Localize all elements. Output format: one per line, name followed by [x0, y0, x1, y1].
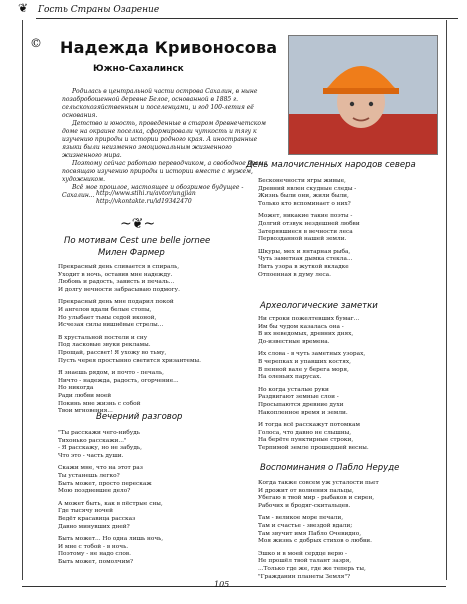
- poem-line: А может быть, как в пёстрые сны,: [58, 500, 163, 507]
- poem-line: Исчезая силы вишнёвые стрелы...: [58, 322, 164, 329]
- poem-line: Затерявшиеся в вечности леса: [258, 228, 353, 235]
- poem-line: Когда также совсем уж усталости пьет: [258, 480, 379, 486]
- poem-line: Быть может, помолчим?: [58, 558, 134, 565]
- poem-line: Что это - часть души.: [58, 452, 124, 459]
- poem-line: Раздвигают земные слои -: [258, 394, 339, 401]
- author-city: Южно-Сахалинск: [93, 64, 184, 74]
- poem-line: Твои мгновения...: [58, 408, 113, 415]
- poem-line: Просыпаются древние духи: [258, 401, 344, 408]
- footer-rule: [22, 586, 446, 587]
- poem-line: Прекрасный день мне подарил покой: [58, 299, 174, 306]
- poem-line: Ведёт красавица рассказ: [58, 515, 136, 522]
- poem-line: Накопленное время и земли.: [258, 409, 348, 416]
- copyright-mark: ©: [30, 36, 42, 50]
- poem-subtitle: Милен Фармер: [98, 248, 165, 258]
- poem-line: Скажи мне, что на этот раз: [58, 465, 143, 472]
- poem-line: Пусть черея простынно светится хризантемы.: [58, 357, 201, 364]
- poem-line: - Я расскажу, но не забудь,: [58, 445, 142, 452]
- poem-line: Шкуры, мех и янтарная рыба,: [258, 248, 351, 255]
- poem-line: "Ты расскажи чего-нибудь: [58, 430, 140, 436]
- poem-line: Может, никакие такие поэты -: [258, 213, 353, 220]
- poem-line: Прощай, рассвет! Я ухожу во тьму,: [58, 349, 167, 356]
- poem-body: [58, 264, 201, 416]
- poem-title: Археологические заметки: [260, 301, 378, 311]
- poem-line: Прекрасный день сливается в спираль,: [58, 264, 180, 270]
- poem-line: Терпимой земле прошедшей весны.: [258, 444, 369, 451]
- poem-line: И долгу вечности забрасываю подмогу.: [58, 286, 180, 293]
- poem-line: Ради любви моей: [58, 392, 112, 399]
- poem-title: День малочисленных народов севера: [246, 160, 416, 170]
- poem-line: "Гражданин планеты Земля"?: [258, 573, 351, 580]
- bio-paragraph: Родилась в центральной части острова Сахалин, в ныне позабробошенной деревне Белое, основанной в 1885 г. сельскохозяйственным и поселенцами, и год 100-летия её основания.: [62, 88, 258, 119]
- poem-line: Быть может... Но одна лишь ночь,: [58, 536, 164, 543]
- poem-line: Жизнь были они, жили были,: [258, 193, 349, 200]
- poem-line: В пенной вале у берега моря,: [258, 366, 349, 373]
- poem-line: Голоса, что давно не слышны,: [258, 429, 352, 436]
- poem-line: Любовь и радость, зависть и печаль...: [58, 279, 175, 286]
- poem-line: Мою поздневшее дело?: [58, 488, 131, 495]
- poem-line: На берёте пунктирные строки,: [258, 437, 354, 444]
- poem-line: На оленьих парусах.: [258, 374, 322, 381]
- poem-line: В черепках и упавших костях,: [258, 358, 351, 365]
- header-rule: [36, 18, 458, 19]
- poem-line: Но когда усталые руки: [258, 386, 329, 393]
- poem-body: [258, 480, 379, 581]
- poem-line: Ни строки пожелтевших бумаг...: [258, 316, 360, 322]
- bio-paragraph: Детство и юность, проведенные в старом древнечетском доме на окраине поселка, сформировали чуткость и тягу к изучению природы и истории родного края. А иностранные языки были неизменно эмоциональным жизненного жизненного мира.: [62, 120, 266, 159]
- poem-line: Я знаешь рядом, и почто - печаль,: [58, 370, 164, 377]
- author-name: Надежда Кривоносова: [60, 38, 278, 57]
- author-photo: [288, 35, 438, 155]
- poem-line: В их неведомых, древних днях,: [258, 331, 354, 338]
- poem-line: Их слова - в чуть заметных узорах,: [258, 351, 366, 358]
- poem-line: Под ласковые звуки рекламы.: [58, 342, 151, 349]
- poem-line: Бесконечности ягры живые,: [258, 178, 346, 184]
- poem-line: Долгий отзвук нездешней любви: [258, 220, 360, 227]
- poem-line: И ангелов вдали белые стопы,: [58, 306, 152, 313]
- poem-line: И тогда всё расскажут потомкам: [258, 422, 360, 429]
- poem-line: Не прошёл твой талант зазря,: [258, 558, 352, 565]
- poem-line: Эшко и в моей сердце верю -: [258, 550, 347, 557]
- poem-line: Моя жизнь с добрых стихов о любви.: [258, 538, 372, 545]
- poem-line: Но никогда: [58, 385, 94, 392]
- poem-line: Ты устанешь легко?: [58, 472, 120, 479]
- poem-line: Убегаю в твой мир - рыбаков и сирен,: [258, 495, 375, 502]
- author-photo-illustration: [289, 36, 437, 154]
- divider-ornament-icon: ~❦~: [120, 216, 156, 232]
- link-stihi[interactable]: http://www.stihi.ru/avtor/ungjian: [96, 190, 196, 197]
- poem-line: Чуть заметная дымка стекла...: [258, 256, 353, 263]
- poem-line: Там - великое море печали,: [258, 515, 344, 522]
- author-biography: [62, 88, 268, 200]
- poem-line: Ничто - надежда, радость, огорчение...: [58, 377, 179, 384]
- poem-line: ...Только где же, где же теперь ты,: [258, 565, 366, 572]
- header-title: Гость Страны Озарение: [38, 5, 160, 15]
- poem-title: Вечерний разговор: [96, 412, 183, 422]
- poem-line: Где тысячу ночей: [58, 508, 113, 515]
- frame-left-border: [22, 20, 23, 580]
- poem-line: И мне с тобой - в ночь.: [58, 543, 129, 550]
- poem-line: Там звучит имя Пабло Очевидно,: [258, 530, 362, 537]
- poem-line: Нить узора в жуткой вкладке: [258, 263, 349, 270]
- poem-line: В хрустальной постели и сну: [58, 334, 148, 341]
- poem-line: Быть может, просто перескаж: [58, 480, 152, 487]
- poem-line: Только кто вспоминает о них?: [258, 200, 351, 207]
- poem-line: И дрожит от волнения пальцы,: [258, 487, 354, 494]
- poem-body: [258, 316, 369, 453]
- bio-paragraph: Всё мое прошлое, настоящее и обозримое будущее - Сахалин...: [62, 184, 244, 199]
- poem-line: Рабочих и бродяг-скитальцев.: [258, 502, 351, 509]
- page-number: 105: [214, 580, 230, 589]
- poem-line: Там и счастье - звездой вдали;: [258, 522, 353, 529]
- bio-paragraph: Поэтому сейчас работаю переводчиком, а свободное время посвящаю изучению природы и истории вместе с мужем, художником.: [62, 160, 268, 183]
- poem-line: Им бы чудом казалась она -: [258, 323, 344, 330]
- author-links: [96, 190, 196, 206]
- poem-line: Древний явлен скудные следы -: [258, 185, 357, 192]
- ornament-corner-icon: ❦: [18, 1, 29, 15]
- poem-line: Давно минувших дней?: [58, 523, 130, 530]
- link-vkontakte[interactable]: http://vkontakte.ru/id19342470: [96, 198, 192, 205]
- poem-line: Уходит в ночь, оставив мне надежду.: [58, 271, 173, 278]
- poem-title: Воспоминания о Пабло Неруде: [260, 463, 400, 473]
- poem-line: Первозданной нашей земли.: [258, 236, 347, 243]
- page-header: [18, 2, 458, 22]
- poem-line: Покинь мне жизнь с собой: [58, 400, 141, 407]
- poem-title: По мотивам Cest une belle jornee: [64, 236, 211, 246]
- poem-line: Поэтому - не надо слов.: [58, 551, 131, 558]
- poem-line: Но улыбает тьмы седой иконой,: [58, 314, 157, 321]
- poem-line: Отпоенная в думу леса.: [258, 271, 331, 278]
- poem-body: [258, 178, 360, 279]
- frame-right-border: [446, 20, 447, 580]
- poem-body: [58, 430, 163, 567]
- poem-line: До-известные времена.: [258, 338, 330, 345]
- poem-line: Тихонько расскажи...": [58, 437, 127, 444]
